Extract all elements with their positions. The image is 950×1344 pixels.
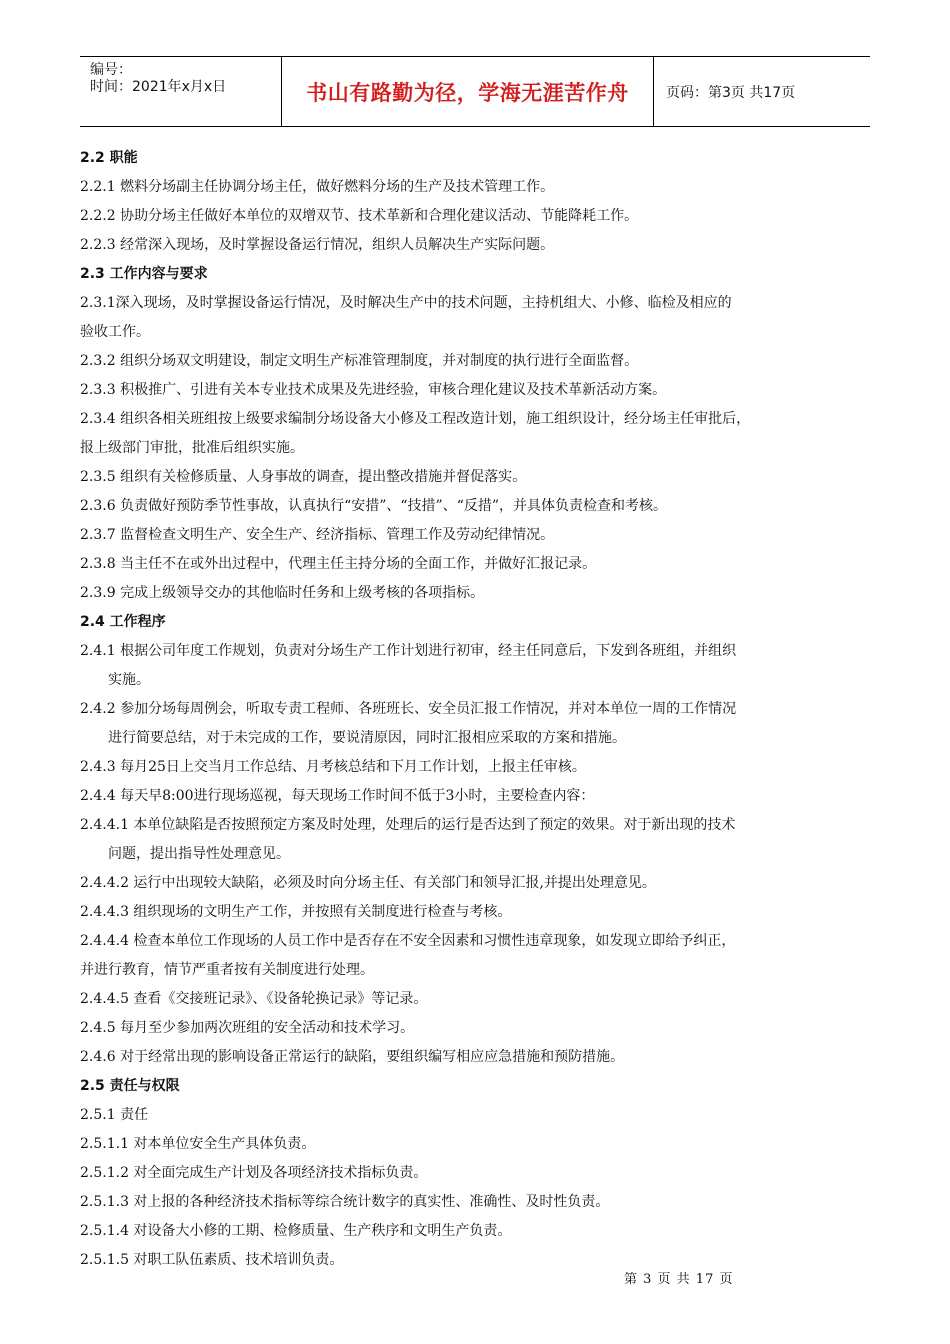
section-heading: 2.5 责任与权限 [80,1078,180,1094]
body-line: 2.2.1 燃料分场副主任协调分场主任，做好燃料分场的生产及技术管理工作。 [80,179,555,195]
body-line: 2.4.4 每天早8:00进行现场巡视，每天现场工作时间不低于3小时，主要检查内容： [80,788,595,804]
body-line: 进行简要总结，对于未完成的工作，要说清原因，同时汇报相应采取的方案和措施。 [108,730,626,746]
body-line: 2.3.9 完成上级领导交办的其他临时任务和上级考核的各项指标。 [80,585,485,601]
document-number-label: 编号： [90,62,132,78]
body-line: 问题，提出指导性处理意见。 [108,846,290,862]
body-line: 报上级部门审批，批准后组织实施。 [80,440,304,456]
body-line: 2.5.1 责任 [80,1107,149,1123]
document-date-label: 时间：2021年x月x日 [90,79,227,95]
body-line: 2.5.1.2 对全面完成生产计划及各项经济技术指标负责。 [80,1165,428,1181]
body-line: 2.2.3 经常深入现场，及时掌握设备运行情况，组织人员解决生产实际问题。 [80,237,555,253]
body-line: 2.3.1深入现场，及时掌握设备运行情况，及时解决生产中的技术问题，主持机组大、小修、临检及相应的 [80,295,732,311]
body-line: 2.5.1.5 对职工队伍素质、技术培训负责。 [80,1252,344,1268]
section-heading: 2.4 工作程序 [80,614,166,630]
document-body [80,144,880,1275]
body-line: 2.4.3 每月25日上交当月工作总结、月考核总结和下月工作计划，上报主任审核。 [80,759,586,775]
body-line: 2.3.6 负责做好预防季节性事故，认真执行“安措”、“技措”、“反措”，并具体负责检查和考核。 [80,498,668,514]
body-line: 2.3.4 组织各相关班组按上级要求编制分场设备大小修及工程改造计划，施工组织设计，经分场主任审批后， [80,411,751,427]
page-header [80,56,870,127]
body-line: 2.4.6 对于经常出现的影响设备正常运行的缺陷，要组织编写相应应急措施和预防措施。 [80,1049,625,1065]
body-line: 2.3.5 组织有关检修质量、人身事故的调查，提出整改措施并督促落实。 [80,469,527,485]
section-heading: 2.2 职能 [80,150,138,166]
body-line: 2.3.2 组织分场双文明建设，制定文明生产标准管理制度，并对制度的执行进行全面监督。 [80,353,639,369]
body-line: 2.3.7 监督检查文明生产、安全生产、经济指标、管理工作及劳动纪律情况。 [80,527,555,543]
body-line: 实施。 [108,672,150,688]
header-motto: 书山有路勤为径，学海无涯苦作舟 [282,57,654,126]
body-line: 并进行教育，情节严重者按有关制度进行处理。 [80,962,374,978]
section-heading: 2.3 工作内容与要求 [80,266,208,282]
body-line: 2.4.4.1 本单位缺陷是否按照预定方案及时处理，处理后的运行是否达到了预定的效果。对于新出现的技术 [80,817,736,833]
body-line: 2.3.3 积极推广、引进有关本专业技术成果及先进经验，审核合理化建议及技术革新活动方案。 [80,382,667,398]
body-line: 2.4.1 根据公司年度工作规划，负责对分场生产工作计划进行初审，经主任同意后，下发到各班组，并组织 [80,643,737,659]
body-line: 2.5.1.4 对设备大小修的工期、检修质量、生产秩序和文明生产负责。 [80,1223,512,1239]
page-footer: 第 3 页 共 17 页 [624,1272,734,1287]
header-page-code: 页码：第3页 共17页 [666,84,796,101]
body-line: 2.4.4.5 查看《交接班记录》、《设备轮换记录》等记录。 [80,991,428,1007]
body-line: 2.3.8 当主任不在或外出过程中，代理主任主持分场的全面工作，并做好汇报记录。 [80,556,597,572]
body-line: 2.2.2 协助分场主任做好本单位的双增双节、技术革新和合理化建议活动、节能降耗工作。 [80,208,639,224]
body-line: 2.5.1.1 对本单位安全生产具体负责。 [80,1136,316,1152]
body-line: 2.5.1.3 对上报的各种经济技术指标等综合统计数字的真实性、准确性、及时性负责。 [80,1194,610,1210]
body-line: 验收工作。 [80,324,150,340]
header-meta [80,57,282,126]
body-line: 2.4.5 每月至少参加两次班组的安全活动和技术学习。 [80,1020,415,1036]
body-line: 2.4.4.4 检查本单位工作现场的人员工作中是否存在不安全因素和习惯性违章现象，如发现立即给予纠正， [80,933,736,949]
body-line: 2.4.4.2 运行中出现较大缺陷，必须及时向分场主任、有关部门和领导汇报,并提出处理意见。 [80,875,656,891]
body-line: 2.4.2 参加分场每周例会，听取专责工程师、各班班长、安全员汇报工作情况，并对本单位一周的工作情况 [80,701,737,717]
body-line: 2.4.4.3 组织现场的文明生产工作，并按照有关制度进行检查与考核。 [80,904,512,920]
